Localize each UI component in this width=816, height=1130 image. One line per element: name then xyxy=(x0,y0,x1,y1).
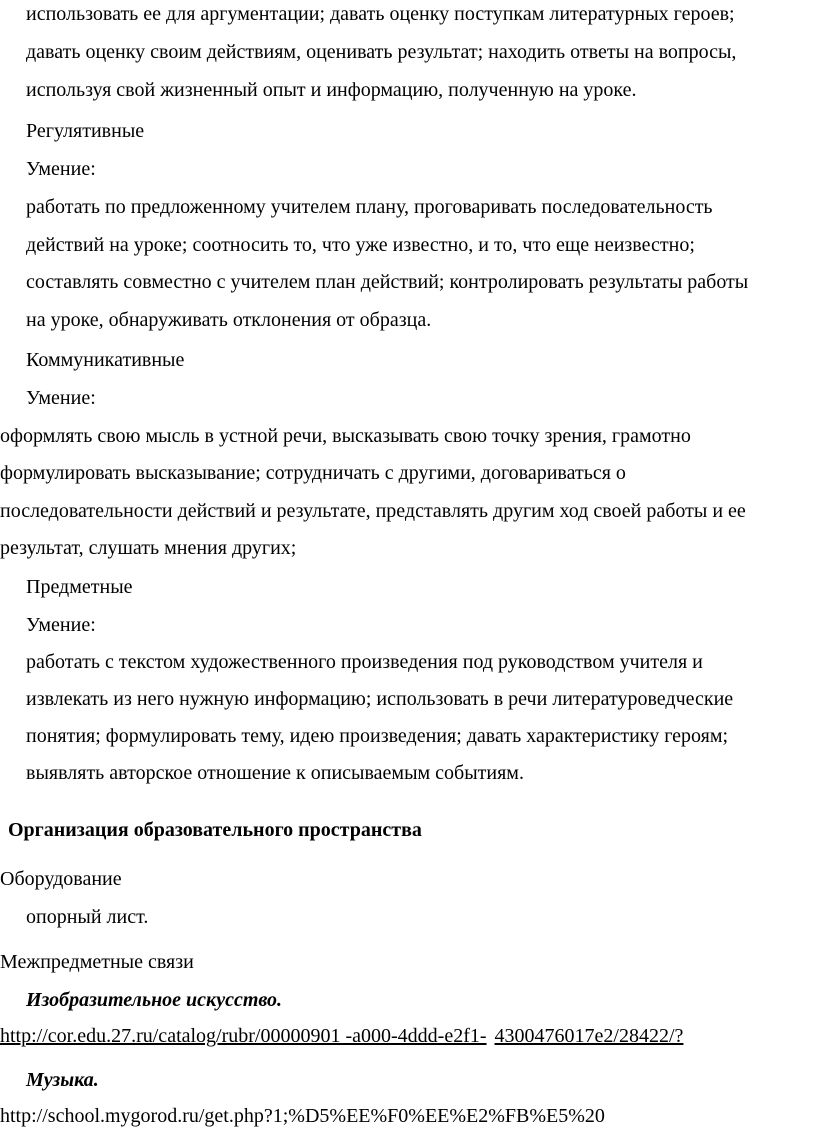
subject-line-2: извлекать из него нужную информацию; использовать в речи литературоведческие xyxy=(26,688,734,710)
subject-line-3: понятия; формулировать тему, идею произведения; давать характеристику героям; xyxy=(26,725,729,747)
regulative-skill-label: Умение: xyxy=(26,158,96,180)
organization-heading: Организация образовательного пространства xyxy=(8,819,422,841)
communicative-title: Коммуникативные xyxy=(26,349,185,371)
communicative-line-2: формулировать высказывание; сотрудничать с другими, договариваться о xyxy=(0,462,626,484)
regulative-line-3: составлять совместно с учителем план действий; контролировать результаты работы xyxy=(26,271,749,293)
subject-line-1: работать с текстом художественного произведения под руководством учителя и xyxy=(26,651,703,673)
intro-line-2: давать оценку своим действиям, оценивать результат; находить ответы на вопросы, xyxy=(26,41,737,63)
regulative-line-1: работать по предложенному учителем плану, проговаривать последовательность xyxy=(26,196,713,218)
music-subject-label: Музыка. xyxy=(26,1069,99,1091)
regulative-title: Регулятивные xyxy=(26,120,145,142)
art-link-part-2[interactable]: 4300476017e2/28422/? xyxy=(494,1025,684,1047)
subject-title: Предметные xyxy=(26,576,133,598)
equipment-value: опорный лист. xyxy=(26,906,149,928)
art-link-row xyxy=(0,1022,683,1050)
subject-skill-label: Умение: xyxy=(26,614,96,636)
communicative-line-3: последовательности действий и результате, представлять другим ход своей работы и ее xyxy=(0,500,746,522)
art-subject-label: Изобразительное искусство. xyxy=(26,989,283,1011)
equipment-label: Оборудование xyxy=(0,868,122,890)
communicative-line-4: результат, слушать мнения других; xyxy=(0,537,297,559)
music-link[interactable]: http://school.mygorod.ru/get.php?1;%D5%EE%F0%EE%E2%FB%E5%20 xyxy=(0,1105,605,1127)
regulative-line-4: на уроке, обнаруживать отклонения от образца. xyxy=(26,309,432,331)
art-link-part-1[interactable]: http://cor.edu.27.ru/catalog/rubr/00000901 -a000-4ddd-e2f1- xyxy=(0,1025,487,1047)
intro-line-3: используя свой жизненный опыт и информацию, полученную на уроке. xyxy=(26,79,637,101)
regulative-line-2: действий на уроке; соотносить то, что уже известно, и то, что еще неизвестно; xyxy=(26,234,695,256)
interdisciplinary-label: Межпредметные связи xyxy=(0,951,194,973)
communicative-line-1: оформлять свою мысль в устной речи, высказывать свою точку зрения, грамотно xyxy=(0,425,691,447)
subject-line-4: выявлять авторское отношение к описываемым событиям. xyxy=(26,762,524,784)
intro-line-1: использовать ее для аргументации; давать оценку поступкам литературных героев; xyxy=(26,3,735,25)
communicative-skill-label: Умение: xyxy=(26,387,96,409)
